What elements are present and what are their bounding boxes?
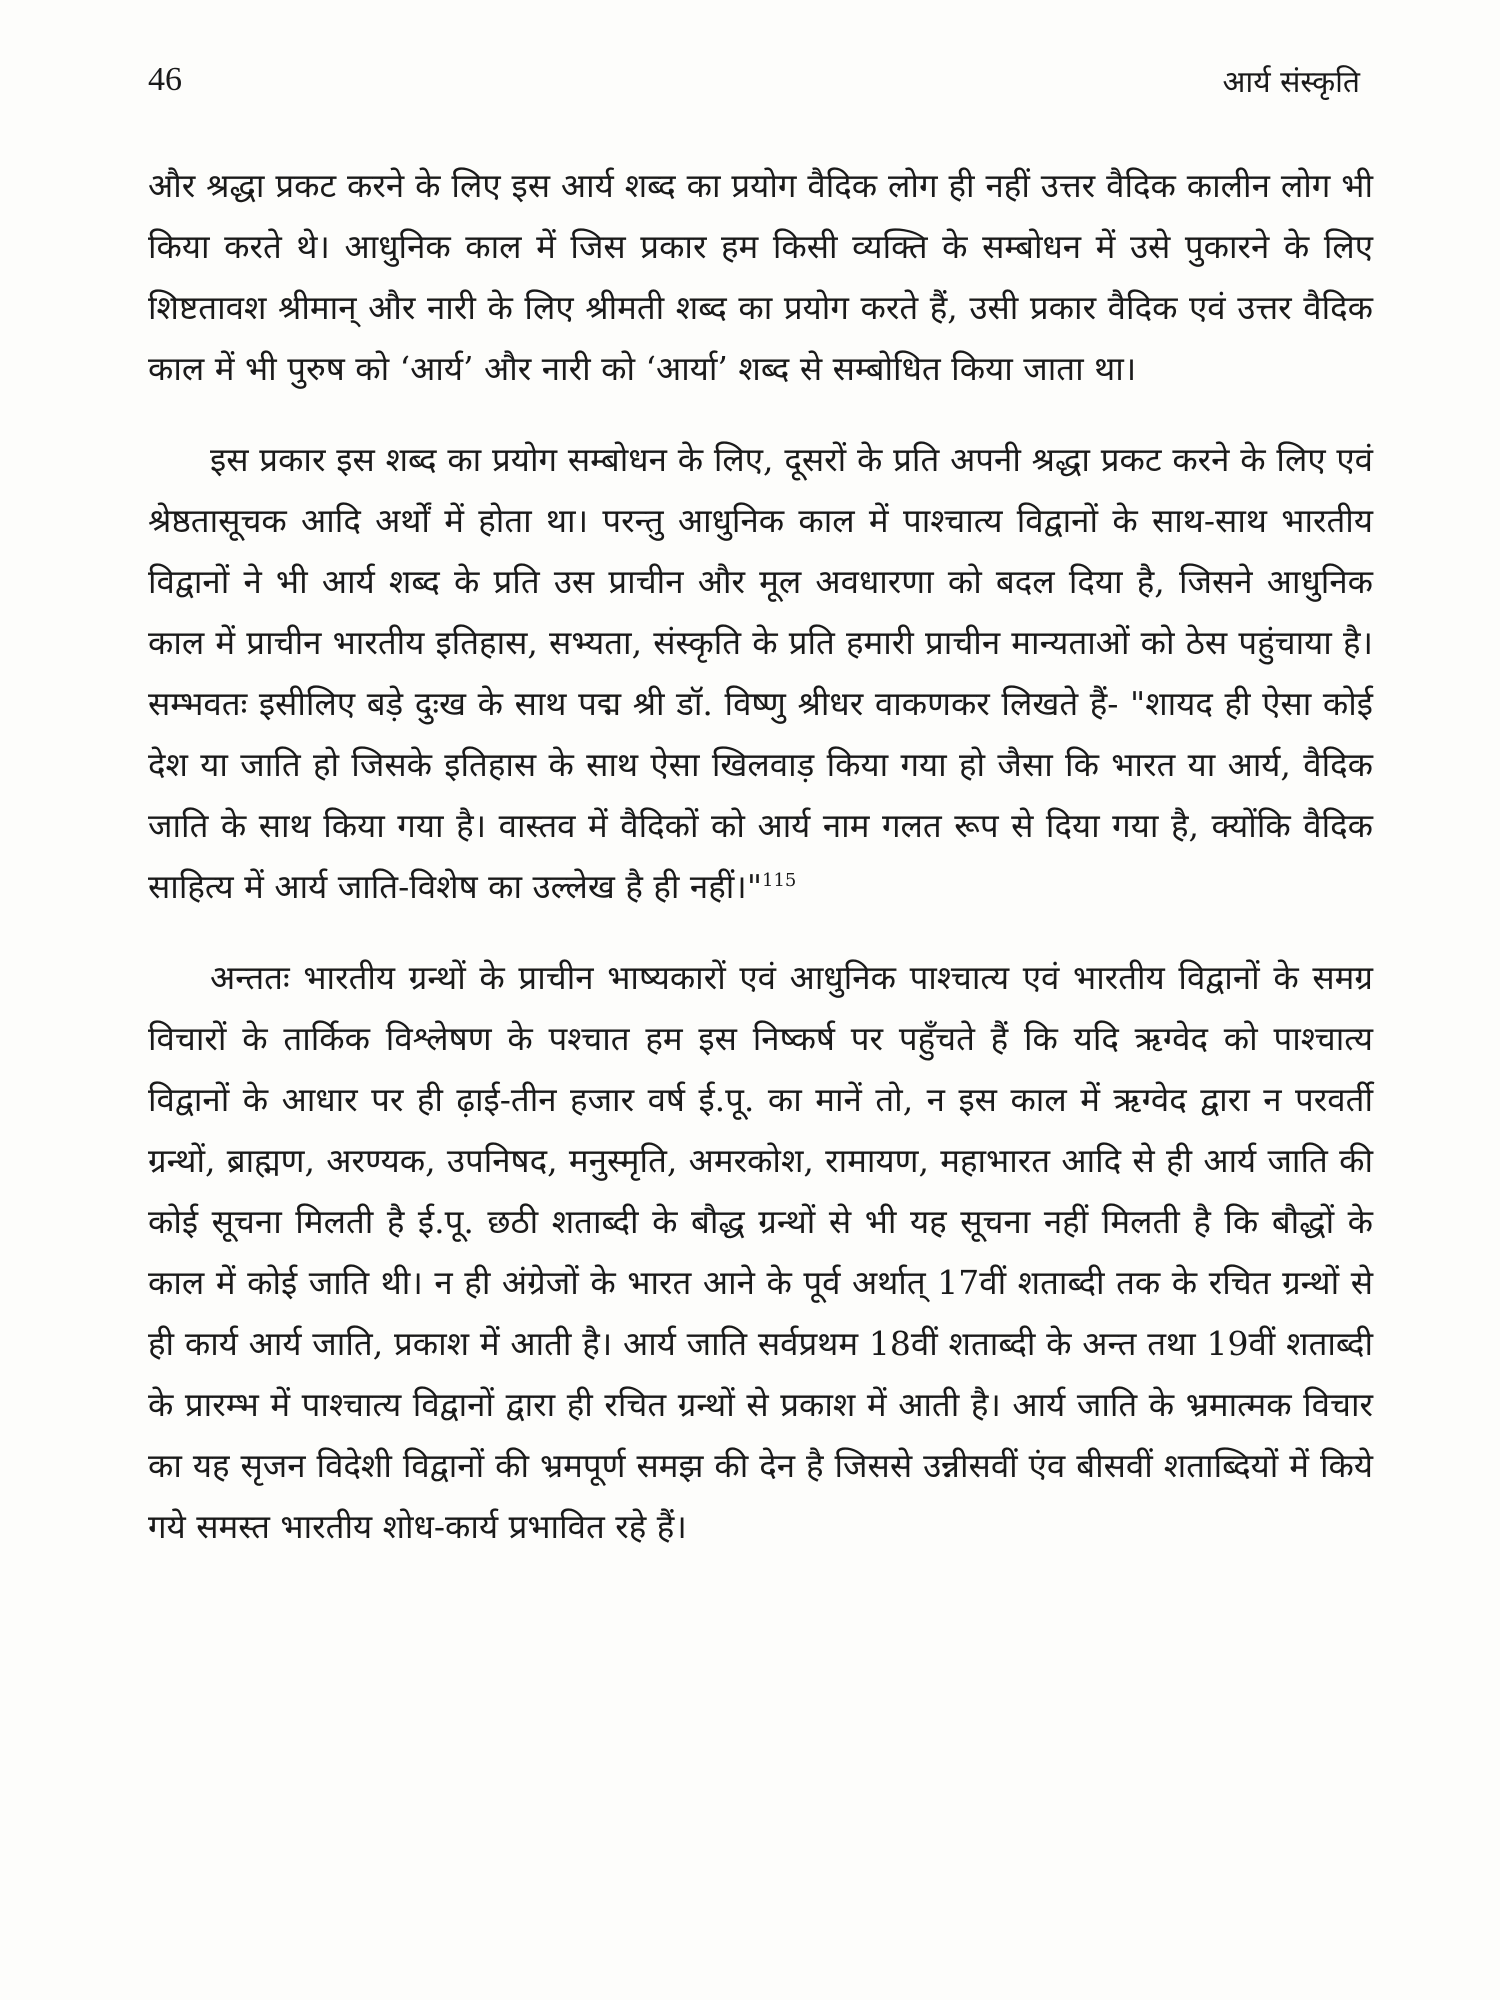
paragraph-1 <box>148 155 1373 399</box>
page-number: 46 <box>148 61 182 98</box>
paragraph-1-text: और श्रद्धा प्रकट करने के लिए इस आर्य शब्द का प्रयोग वैदिक लोग ही नहीं उत्तर वैदिक कालीन लोग भी किया करते थे। आधुनिक काल में जिस प्रकार हम किसी व्यक्ति के सम्बोधन में उसे पुकारने के लिए शिष्टतावश श्रीमान् और नारी के लिए श्रीमती शब्द का प्रयोग करते हैं, उसी प्रकार वैदिक एवं उत्तर वैदिक काल में भी पुरुष को ‘आर्य’ और नारी को ‘आर्या’ शब्द से सम्बोधित किया जाता था। <box>148 166 1373 388</box>
paragraph-3 <box>148 947 1373 1557</box>
page-body <box>148 155 1373 1587</box>
paragraph-2-text: इस प्रकार इस शब्द का प्रयोग सम्बोधन के लिए, दूसरों के प्रति अपनी श्रद्धा प्रकट करने के लिए एवं श्रेष्ठतासूचक आदि अर्थों में होता था। परन्तु आधुनिक काल में पाश्चात्य विद्वानों के साथ-साथ भारतीय विद्वानों ने भी आर्य शब्द के प्रति उस प्राचीन और मूल अवधारणा को बदल दिया है, जिसने आधुनिक काल में प्राचीन भारतीय इतिहास, सभ्यता, संस्कृति के प्रति हमारी प्राचीन मान्यताओं को ठेस पहुंचाया है। सम्भवतः इसीलिए बड़े दुःख के साथ पद्म श्री डॉ. विष्णु श्रीधर वाकणकर लिखते हैं- "शायद ही ऐसा कोई देश या जाति हो जिसके इतिहास के साथ ऐसा खिलवाड़ किया गया हो जैसा कि भारत या आर्य, वैदिक जाति के साथ किया गया है। वास्तव में वैदिकों को आर्य नाम गलत रूप से दिया गया है, क्योंकि वैदिक साहित्य में आर्य जाति-विशेष का उल्लेख है ही नहीं।" <box>148 440 1373 906</box>
paragraph-3-text: अन्ततः भारतीय ग्रन्थों के प्राचीन भाष्यकारों एवं आधुनिक पाश्चात्य एवं भारतीय विद्वानों के समग्र विचारों के तार्किक विश्लेषण के पश्चात हम इस निष्कर्ष पर पहुँचते हैं कि यदि ऋग्वेद को पाश्चात्य विद्वानों के आधार पर ही ढ़ाई-तीन हजार वर्ष ई.पू. का मानें तो, न इस काल में ऋग्वेद द्वारा न परवर्ती ग्रन्थों, ब्राह्मण, अरण्यक, उपनिषद, मनुस्मृति, अमरकोश, रामायण, महाभारत आदि से ही आर्य जाति की कोई सूचना मिलती है ई.पू. छठी शताब्दी के बौद्ध ग्रन्थों से भी यह सूचना नहीं मिलती है कि बौद्धों के काल में कोई जाति थी। न ही अंग्रेजों के भारत आने के पूर्व अर्थात् 17वीं शताब्दी तक के रचित ग्रन्थों से ही कार्य आर्य जाति, प्रकाश में आती है। आर्य जाति सर्वप्रथम 18वीं शताब्दी के अन्त तथा 19वीं शताब्दी के प्रारम्भ में पाश्चात्य विद्वानों द्वारा ही रचित ग्रन्थों से प्रकाश में आती है। आर्य जाति के भ्रमात्मक विचार का यह सृजन विदेशी विद्वानों की भ्रमपूर्ण समझ की देन है जिससे उन्नीसवीं एंव बीसवीं शताब्दियों में किये गये समस्त भारतीय शोध-कार्य प्रभावित रहे हैं। <box>148 958 1374 1546</box>
running-head: आर्य संस्कृति <box>1222 64 1360 100</box>
paragraph-2 <box>148 429 1373 917</box>
page-header <box>148 50 1360 110</box>
footnote-reference: 115 <box>762 870 797 891</box>
